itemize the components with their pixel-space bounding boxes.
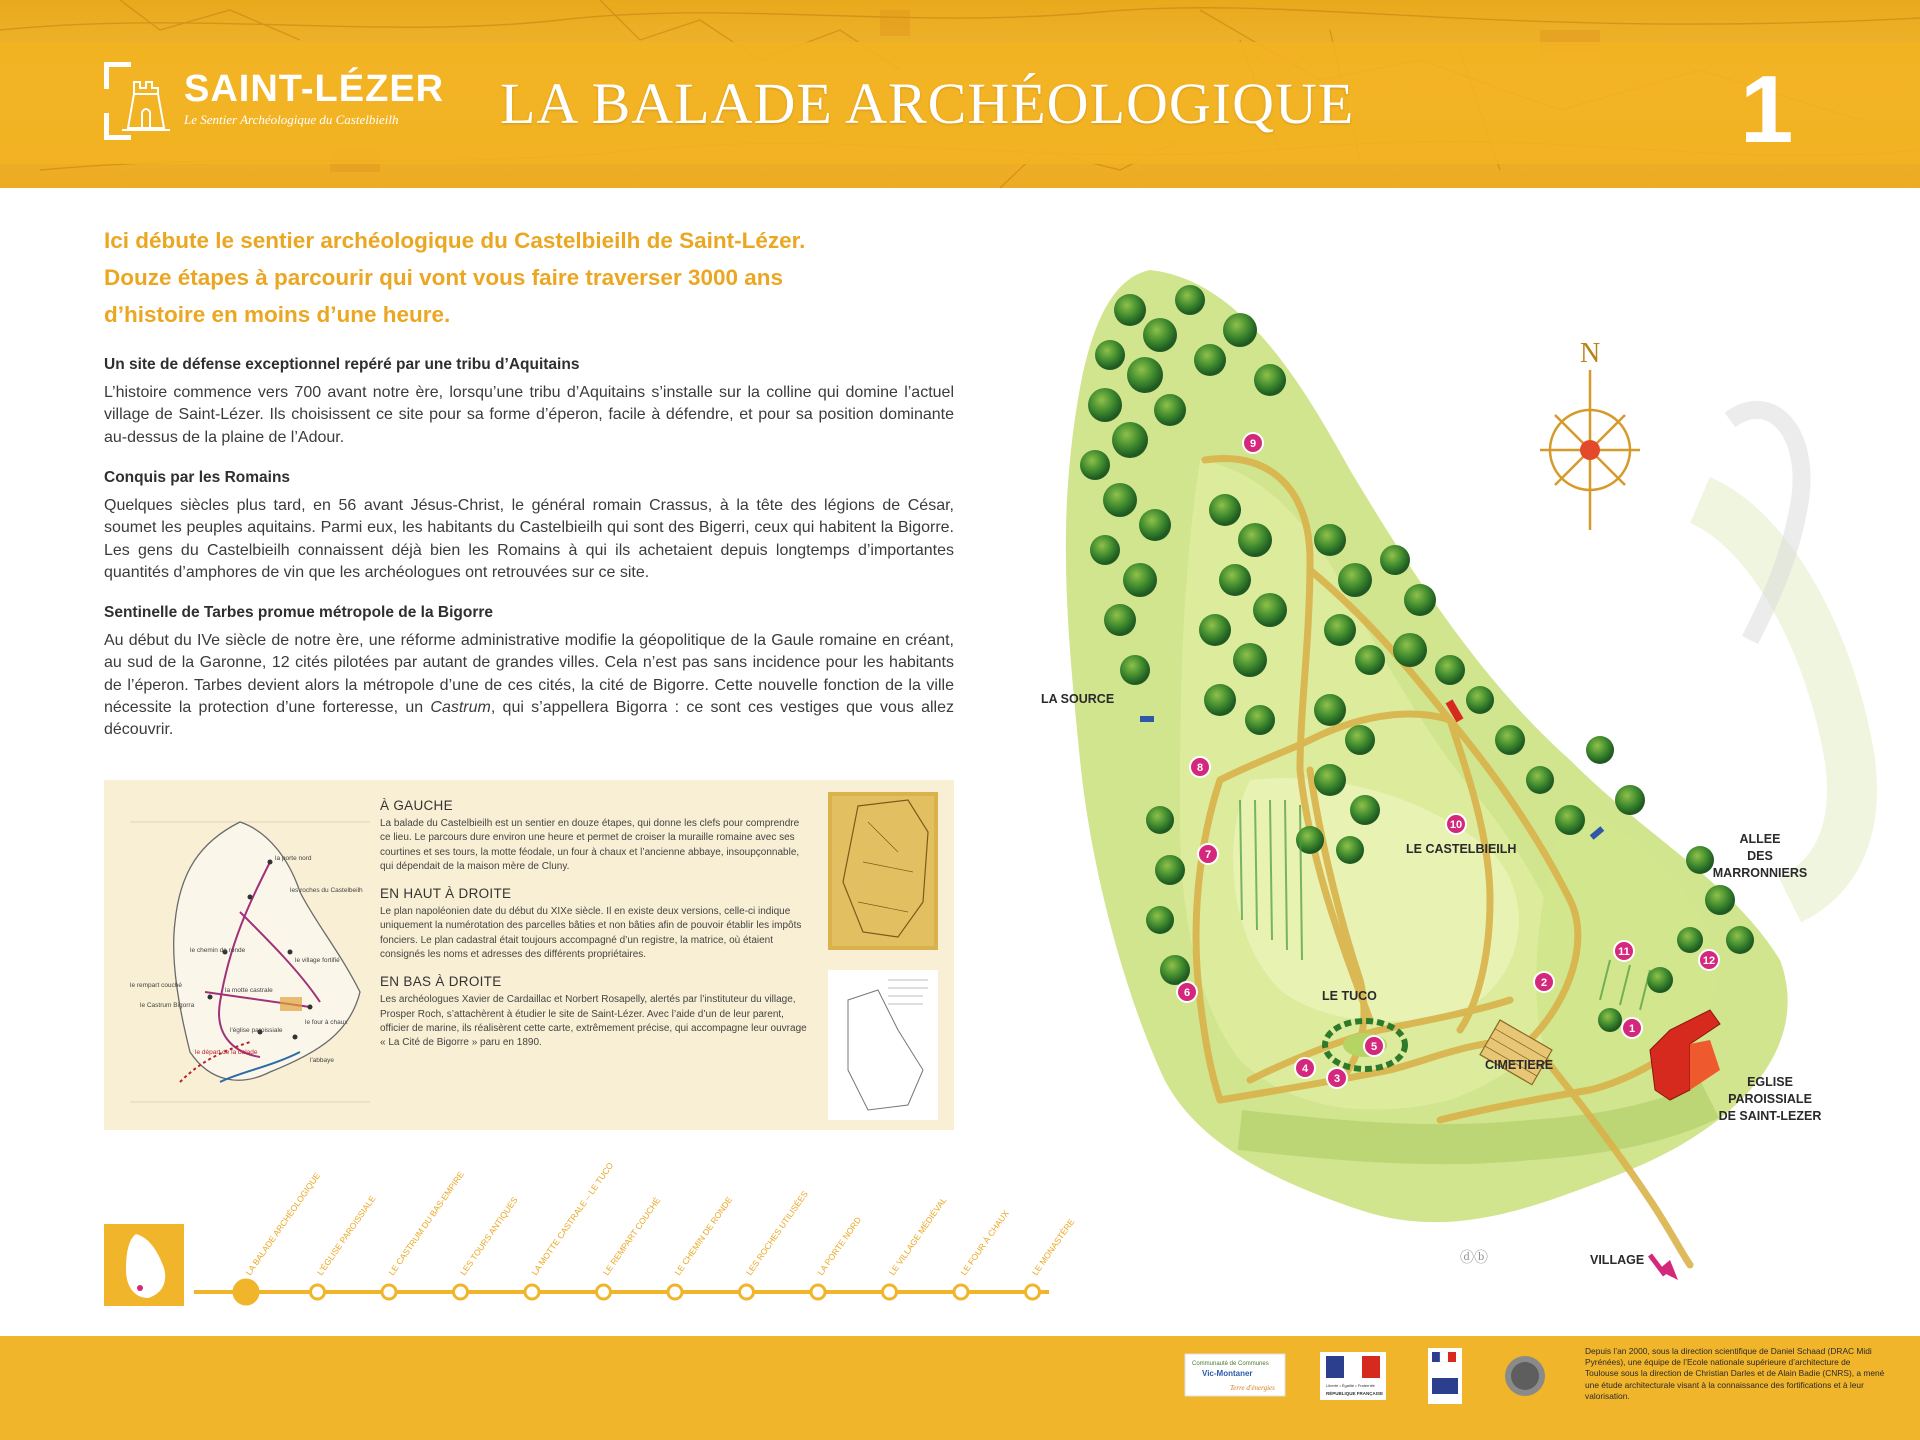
inset-label: la motte castrale <box>225 987 273 994</box>
timeline-step-dot <box>668 1285 682 1299</box>
map-stop-6 <box>1177 982 1197 1002</box>
map-stop-2 <box>1534 972 1554 992</box>
intro-line-3: d’histoire en moins d’une heure. <box>104 302 451 327</box>
cardaillac-map-image <box>828 970 938 1120</box>
map-stop-label: 1 <box>1628 1023 1636 1035</box>
map-stop-label: 8 <box>1196 762 1204 774</box>
section-heading: Sentinelle de Tarbes promue métropole de la Bigorre <box>104 604 494 621</box>
timeline-step-label: LE MONASTÈRE <box>1029 1216 1077 1278</box>
inset-label: le rempart couché <box>130 982 183 989</box>
inset-label: l'abbaye <box>310 1057 335 1064</box>
section-aquitains <box>104 356 954 449</box>
section-body: Quelques siècles plus tard, en 56 avant Jésus-Christ, le général romain Crassus, à la tête des légions de César, soumet les peuples aquitains. Parmi eux, les habitants du Castelbieilh qui sont des Bigerri, ceux qui habitent la Bigorre. Les gens du Castelbieilh connaissent déjà bien les Romains à qui ils achetaient depuis longtemps d’importantes quantités d’amphores de vin que les archéologues ont retrouvées sur ce site. <box>104 497 954 581</box>
intro-line-2: Douze étapes à parcourir qui vont vous faire traverser 3000 ans <box>104 265 784 290</box>
ministry-logo <box>1428 1348 1462 1404</box>
map-label-village: VILLAGE <box>1590 1253 1645 1267</box>
map-stop-label: 7 <box>1204 849 1212 861</box>
timeline-step-dot <box>740 1285 754 1299</box>
partner-text: RÉPUBLIQUE FRANÇAISE <box>1326 1391 1384 1396</box>
map-stop-10 <box>1446 814 1466 834</box>
map-label-line: ALLEE <box>1739 832 1781 846</box>
section-romains <box>104 469 954 584</box>
partner-logos <box>1180 1348 1580 1410</box>
map-stop-label: 12 <box>1702 955 1716 967</box>
map-stop-label: 5 <box>1370 1041 1378 1053</box>
map-stop-9 <box>1243 433 1263 453</box>
republique-francaise-logo <box>1320 1352 1386 1400</box>
page-title: LA BALADE ARCHÉOLOGIQUE <box>500 71 1355 136</box>
map-stop-label: 6 <box>1183 987 1191 999</box>
info-heading-bottom-right: EN BAS À DROITE <box>380 974 502 990</box>
timeline-step-label: LE CHEMIN DE RONDE <box>672 1194 735 1278</box>
timeline-step-label: L’ÉGLISE PAROISSIALE <box>314 1193 378 1278</box>
section-body-part: Au début du IVe siècle de notre ère, une réforme administrative modifie la géopolitique de la Gaule romaine en créant, au sud de la Garonne, 12 cités pilotées par autant de grandes villes. Cela n’est pas sans incidence pour les habitants de l’éperon. Tarbes devient alors la métropole d’une de ces cités, la cité de Bigorre. Cette nouvelle fonction de la ville nécessite la protection d’une forteresse, un <box>104 632 954 716</box>
logo-subtitle: Le Sentier Archéologique du Castelbieilh <box>184 112 399 127</box>
artist-signature: ⓓⓑ <box>1460 1251 1488 1266</box>
info-heading-left: À GAUCHE <box>380 798 453 813</box>
timeline-step-dot <box>1026 1285 1040 1299</box>
map-stop-1 <box>1622 1018 1642 1038</box>
map-stop-4 <box>1295 1058 1315 1078</box>
tower-icon <box>120 68 172 134</box>
saint-lezer-logo <box>104 62 445 140</box>
timeline-step-dot <box>382 1285 396 1299</box>
inset-label: le village fortifié <box>295 957 340 964</box>
info-body-bottom-right: Les archéologues Xavier de Cardaillac et Norbert Rosapelly, alertés par l’instituteur du village, Prosper Roch, s’attachèrent à étudier le site de Saint-Lézer. Avec l’aide d’un de leur parent, officier de marine, ils réalisèrent cette carte, extrêmement précise, qui accompagne leur ouvrage « La Cité de Bigorre » paru en 1890. <box>380 994 807 1049</box>
timeline-step-dot <box>954 1285 968 1299</box>
section-body <box>104 630 954 741</box>
map-label-allee-marronniers <box>1710 831 1810 882</box>
info-heading-top-right: EN HAUT À DROITE <box>380 886 512 902</box>
info-box <box>104 780 954 1130</box>
timeline-step-dot <box>597 1285 611 1299</box>
section-heading: Conquis par les Romains <box>104 469 291 486</box>
map-label-castelbieilh: LE CASTELBIEILH <box>1406 842 1517 856</box>
map-label-line: MARRONNIERS <box>1712 866 1808 880</box>
castrum-italic: Castrum <box>430 698 491 716</box>
map-label-la-source: LA SOURCE <box>1041 692 1115 706</box>
info-body-top-right: Le plan napoléonien date du début du XIXe siècle. Il en existe deux versions, celle-ci indique uniquement la numérotation des parcelles bâties et non bâties afin de pouvoir établir les impôts fonciers. Le plan cadastral était toujours accompagné d’un registre, la matrice, où étaient consignés les noms et adresses des différents propriétaires. <box>380 906 802 961</box>
map-stop-label: 4 <box>1301 1063 1309 1075</box>
timeline-step-label: LE REMPART COUCHÉ <box>600 1195 663 1278</box>
partner-text: Communauté de Communes <box>1192 1361 1269 1367</box>
section-body: L’histoire commence vers 700 avant notre ère, lorsqu’une tribu d’Aquitains s’installe sur la colline qui domine l’actuel village de Saint-Lézer. Ils choisissent ce site pour sa forme d’éperon, facile à défendre, et pour sa position dominante au-dessus de la plaine de l’Adour. <box>104 384 954 446</box>
section-heading: Un site de défense exceptionnel repéré par une tribu d’Aquitains <box>104 356 580 373</box>
info-box-text <box>380 792 810 1063</box>
map-stop-7 <box>1198 844 1218 864</box>
timeline-step-label: LA PORTE NORD <box>815 1215 864 1278</box>
map-stop-8 <box>1190 757 1210 777</box>
map-stop-3 <box>1327 1068 1347 1088</box>
map-stop-label: 9 <box>1249 438 1257 450</box>
inset-label: l'église paroissiale <box>230 1027 283 1034</box>
info-body-left: La balade du Castelbieilh est un sentier en douze étapes, qui donne les clefs pour comprendre ce lieu. Le parcours dure environ une heure et permet de croiser la muraille romaine avec ses courtines et ses tours, la motte féodale, un four à chaux et l’ancienne abbaye, insoupçonnable, qui dépendait de la maison mère de Cluny. <box>380 818 800 872</box>
inset-label: les roches du Castelbeilh <box>290 887 363 894</box>
timeline-step-dot <box>311 1285 325 1299</box>
timeline-step-label: LA MOTTE CASTRALE – LE TUCO <box>529 1160 616 1278</box>
inset-site-plan <box>120 802 380 1112</box>
map-stop-label: 2 <box>1540 977 1548 989</box>
credits-text: Depuis l’an 2000, sous la direction scientifique de Daniel Schaad (DRAC Midi Pyrénées), une équipe de l’Ecole nationale supérieure d’architecture de Toulouse sous la direction de Christian Darles et de Alain Badie (CNRS), a mené une étude architecturale visant à la connaissance des fortifications et à leur valorisation. <box>1585 1346 1885 1401</box>
map-stop-5 <box>1364 1036 1384 1056</box>
intro-line-1: Ici débute le sentier archéologique du Castelbieilh de Saint-Lézer. <box>104 228 806 253</box>
map-stop-11 <box>1614 941 1634 961</box>
map-label-line: DES <box>1747 849 1773 863</box>
map-label-line: EGLISE <box>1747 1075 1793 1089</box>
section-body-part: , qui s’appellera Bigorra : ce sont ces vestiges que vous allez découvrir. <box>104 698 955 739</box>
timeline-step-dot <box>525 1285 539 1299</box>
route-timeline <box>104 1160 1077 1320</box>
inset-label: le Castrum Bigorra <box>140 1002 195 1009</box>
section-bigorre <box>104 604 954 741</box>
map-stop-label: 3 <box>1333 1073 1341 1085</box>
map-label-cimetiere: CIMETIERE <box>1485 1058 1554 1072</box>
inset-label: le départ de la balade <box>195 1049 258 1056</box>
map-stop-label: 11 <box>1618 946 1630 958</box>
timeline-step-label: LES ROCHES UTILISÉES <box>743 1188 810 1278</box>
inset-label: la porte nord <box>275 855 312 862</box>
timeline-step-label: LES TOURS ANTIQUES <box>457 1195 520 1278</box>
timeline-step-label: LE FOUR À CHAUX <box>958 1208 1011 1278</box>
timeline-step-dot <box>811 1285 825 1299</box>
partner-text: Liberté • Égalité • Fraternité <box>1326 1383 1375 1388</box>
map-stop-label: 10 <box>1449 819 1463 831</box>
timeline-steps <box>234 1160 1077 1304</box>
timeline-step-label: LE CASTRUM DU BAS-EMPIRE <box>386 1169 466 1278</box>
compass-rose <box>1540 338 1640 530</box>
panel-number: 1 <box>1740 56 1794 163</box>
inset-label: le four à chaux <box>305 1019 348 1026</box>
partner-text: Vic-Montaner <box>1202 1369 1253 1378</box>
inset-label: le chemin de ronde <box>190 947 246 954</box>
intro-text <box>104 222 904 333</box>
timeline-step-label: LE VILLAGE MÉDIÉVAL <box>886 1195 949 1278</box>
map-label-tuco: LE TUCO <box>1322 989 1377 1003</box>
map-label-line: DE SAINT-LEZER <box>1718 1109 1822 1123</box>
partner-text: Terre d'énergies <box>1230 1384 1275 1392</box>
timeline-step-dot <box>883 1285 897 1299</box>
timeline-step-dot <box>454 1285 468 1299</box>
timeline-step-dot <box>234 1280 258 1304</box>
compass-north-label: N <box>1580 338 1601 369</box>
napoleonic-plan-image <box>828 792 938 950</box>
map-stop-12 <box>1699 950 1719 970</box>
seal-logo <box>1505 1356 1545 1396</box>
map-label-line: PAROISSIALE <box>1728 1092 1812 1106</box>
logo-title: SAINT-LÉZER <box>184 68 445 110</box>
timeline-step-label: LA BALADE ARCHÉOLOGIQUE <box>243 1170 323 1278</box>
map-label-eglise <box>1710 1074 1830 1125</box>
vic-montaner-logo <box>1185 1354 1285 1396</box>
